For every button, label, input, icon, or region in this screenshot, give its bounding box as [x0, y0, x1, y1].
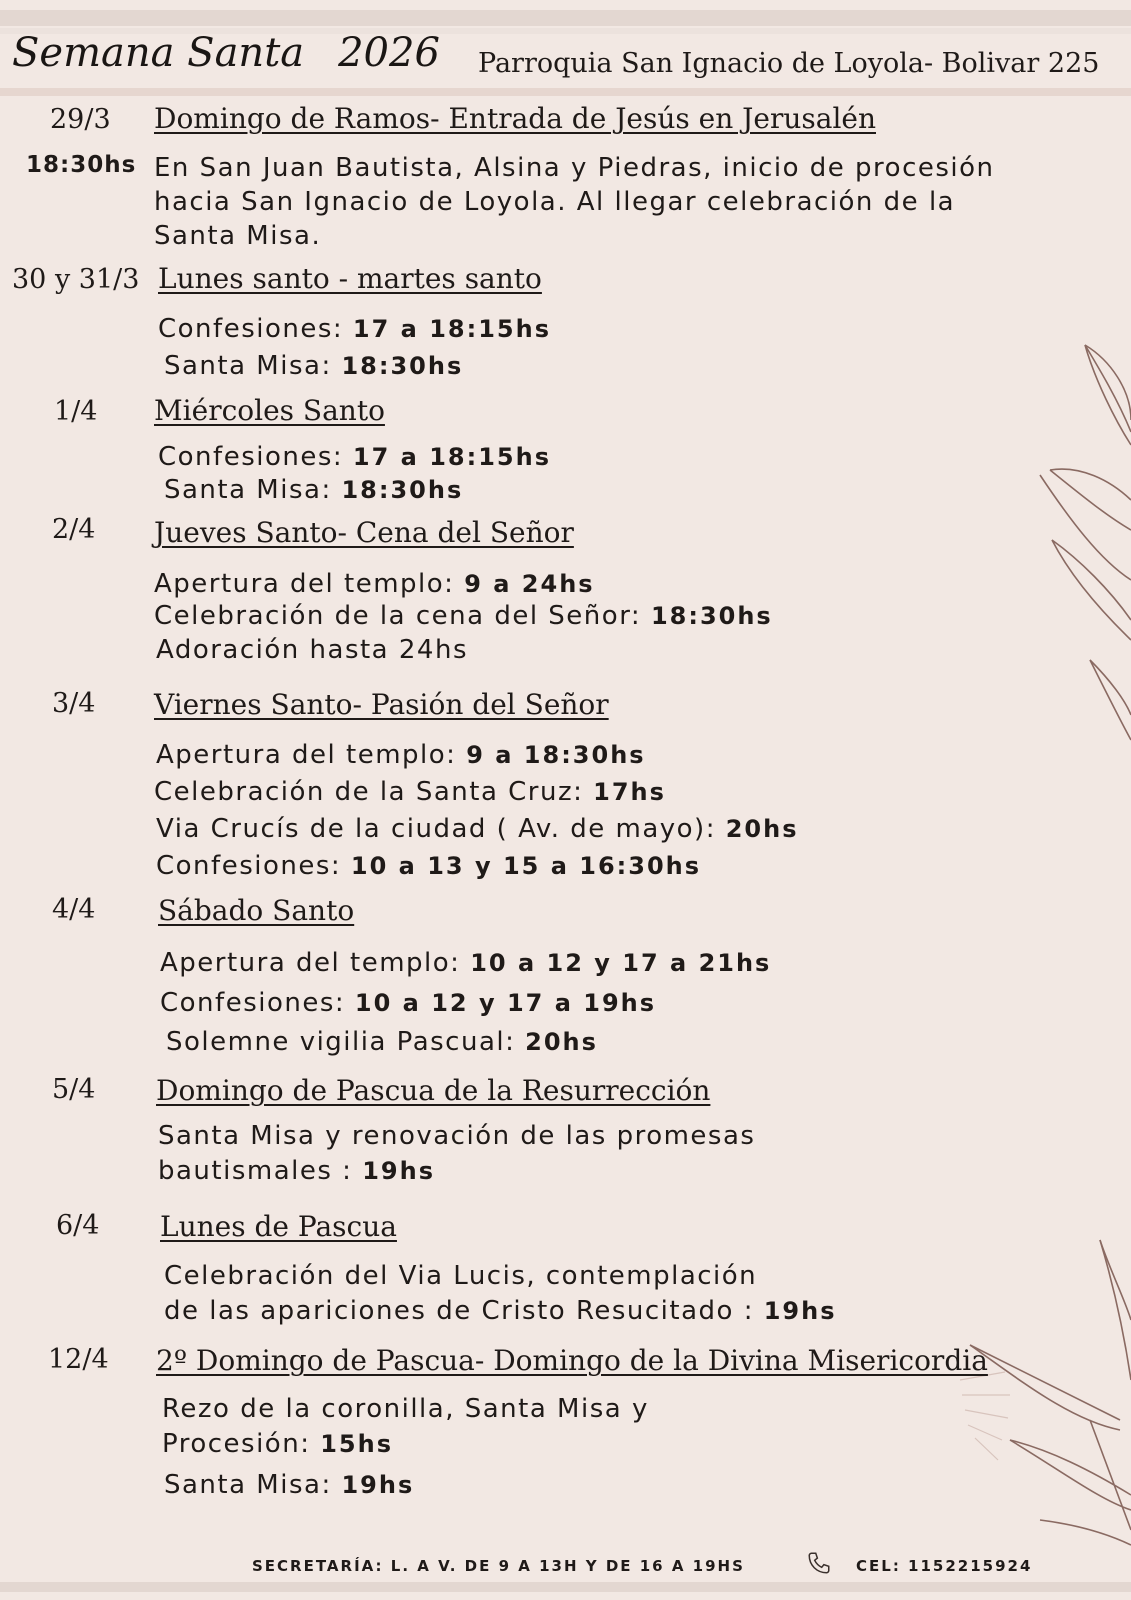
bottom-stripe: [0, 1582, 1131, 1592]
footer-secretaria: SECRETARÍA: L. A V. DE 9 A 13H Y DE 16 A 19HS: [252, 1557, 745, 1575]
top-stripe: [0, 10, 1131, 26]
event-line: Santa Misa: 19hs: [164, 1470, 415, 1500]
event-date: 1/4: [54, 396, 98, 427]
event-heading: Miércoles Santo: [154, 394, 385, 427]
event-heading: 2º Domingo de Pascua- Domingo de la Divina Misericordia: [156, 1344, 988, 1377]
event-line: Adoración hasta 24hs: [156, 635, 468, 665]
event-date: 30 y 31/3: [12, 264, 140, 295]
event-line: Apertura del templo: 9 a 18:30hs: [156, 740, 646, 770]
event-date: 4/4: [52, 894, 96, 925]
event-time: 18:30hs: [26, 152, 137, 178]
event-line: Apertura del templo: 9 a 24hs: [154, 569, 595, 599]
event-date: 12/4: [48, 1344, 109, 1375]
event-line: Rezo de la coronilla, Santa Misa y: [162, 1394, 649, 1424]
event-date: 3/4: [52, 688, 96, 719]
event-line: Confesiones: 10 a 12 y 17 a 19hs: [160, 988, 657, 1018]
parish-name: Parroquia San Ignacio de Loyola- Bolivar 225: [478, 48, 1100, 79]
footer-cel: CEL: 1152215924: [856, 1557, 1033, 1575]
event-line: Celebración de la Santa Cruz: 17hs: [154, 777, 666, 807]
event-line: Confesiones: 17 a 18:15hs: [158, 442, 551, 472]
page-title: [12, 30, 440, 76]
header-divider: [0, 88, 1131, 96]
event-line: Via Crucís de la ciudad ( Av. de mayo): 20hs: [156, 814, 799, 844]
event-line: Celebración del Via Lucis, contemplación: [164, 1261, 758, 1291]
event-line: Santa Misa: 18:30hs: [164, 475, 464, 505]
event-date: 5/4: [52, 1074, 96, 1105]
event-heading: Lunes santo - martes santo: [158, 262, 542, 295]
event-line: Santa Misa y renovación de las promesas: [158, 1121, 756, 1151]
event-line: hacia San Ignacio de Loyola. Al llegar celebración de la: [154, 187, 956, 217]
event-date: 2/4: [52, 514, 96, 545]
event-line: Solemne vigilia Pascual: 20hs: [166, 1027, 598, 1057]
event-date: 6/4: [56, 1210, 100, 1241]
event-heading: Domingo de Ramos- Entrada de Jesús en Jerusalén: [154, 102, 876, 135]
event-line: Celebración de la cena del Señor: 18:30hs: [154, 601, 773, 631]
event-heading: Sábado Santo: [158, 894, 355, 927]
event-line: En San Juan Bautista, Alsina y Piedras, inicio de procesión: [154, 153, 995, 183]
event-line: Confesiones: 10 a 13 y 15 a 16:30hs: [156, 851, 702, 881]
event-line: de las apariciones de Cristo Resucitado : 19hs: [164, 1296, 837, 1326]
title-year: 2026: [338, 30, 440, 76]
event-heading: Lunes de Pascua: [160, 1210, 397, 1243]
event-line: Procesión: 15hs: [162, 1429, 393, 1459]
event-date: 29/3: [50, 104, 111, 135]
phone-icon: [806, 1550, 832, 1576]
event-heading: Viernes Santo- Pasión del Señor: [154, 688, 609, 721]
event-heading: Domingo de Pascua de la Resurrección: [156, 1074, 711, 1107]
event-line: Apertura del templo: 10 a 12 y 17 a 21hs: [160, 948, 772, 978]
event-line: bautismales : 19hs: [158, 1156, 435, 1186]
event-heading: Jueves Santo- Cena del Señor: [154, 516, 574, 549]
event-line: Santa Misa.: [154, 221, 322, 251]
event-line: Confesiones: 17 a 18:15hs: [158, 314, 551, 344]
title-text: Semana Santa: [12, 30, 305, 76]
event-line: Santa Misa: 18:30hs: [164, 351, 464, 381]
